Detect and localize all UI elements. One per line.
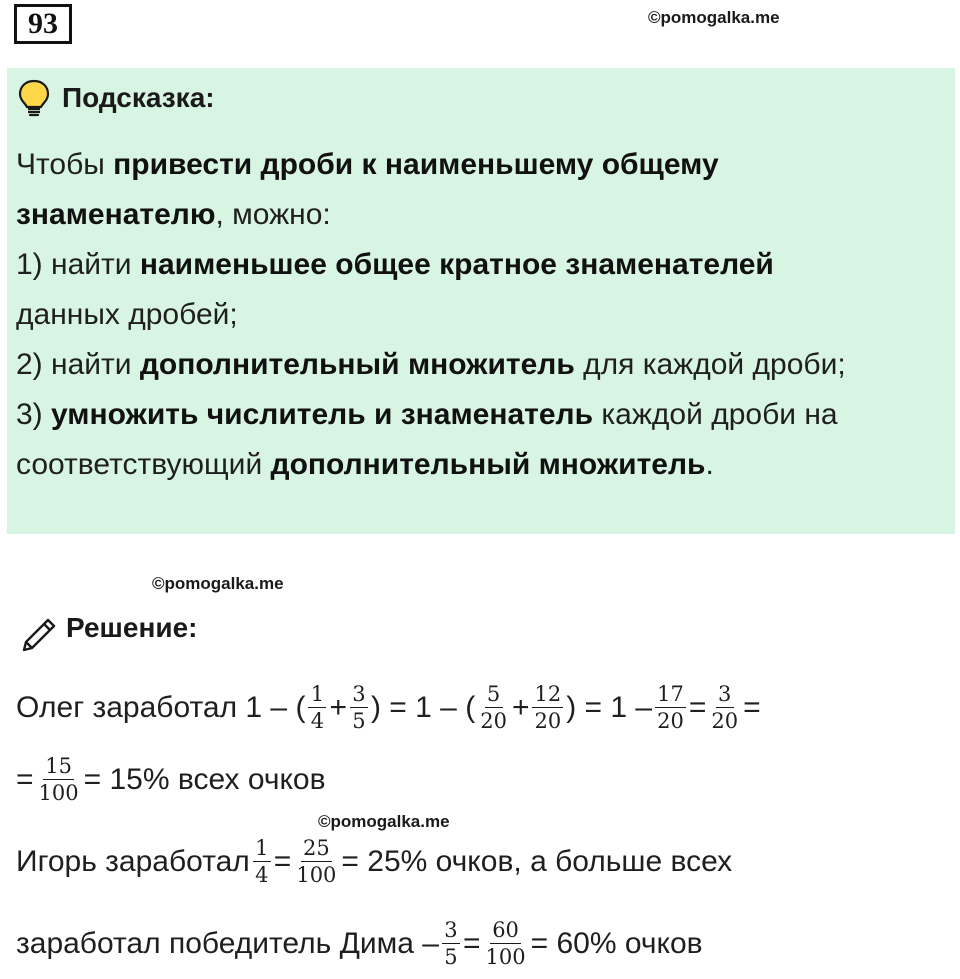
watermark: ©pomogalka.me bbox=[152, 574, 284, 593]
fraction bbox=[308, 682, 326, 733]
denominator: 100 bbox=[38, 781, 79, 805]
hint-bold-span: знаменателю bbox=[16, 198, 216, 231]
hint-text-span: соответствующий bbox=[16, 448, 271, 481]
numerator: 3 bbox=[442, 918, 460, 944]
numerator: 1 bbox=[253, 836, 271, 862]
hint-text-span: каждой дроби на bbox=[593, 398, 838, 431]
text: ) = 1 – ( bbox=[370, 690, 476, 724]
denominator: 4 bbox=[255, 863, 269, 887]
text: Игорь заработал bbox=[16, 844, 250, 878]
hint-bold-span: дополнительный множитель bbox=[270, 448, 706, 481]
fraction bbox=[294, 836, 338, 887]
hint-text-span: 3) bbox=[16, 398, 52, 431]
hint-text-span: 1) найти bbox=[16, 248, 140, 281]
text: = 25% очков, а больше всех bbox=[341, 844, 733, 878]
operator: + bbox=[511, 690, 530, 724]
numerator: 15 bbox=[45, 754, 72, 778]
fraction bbox=[442, 918, 460, 969]
denominator: 20 bbox=[711, 709, 739, 733]
solution-line-1 bbox=[16, 682, 761, 733]
fraction bbox=[253, 836, 271, 887]
operator: = bbox=[743, 690, 761, 724]
task-number: 93 bbox=[14, 4, 72, 44]
fraction bbox=[532, 682, 563, 733]
hint-bold-span: дополнительный множитель bbox=[139, 348, 575, 381]
solution-line-2 bbox=[16, 754, 326, 805]
numerator: 12 bbox=[534, 682, 562, 706]
fraction bbox=[350, 682, 368, 733]
numerator: 5 bbox=[485, 682, 503, 708]
operator: = bbox=[16, 762, 34, 796]
lightbulb-icon bbox=[16, 78, 52, 118]
operator: = bbox=[462, 926, 481, 960]
hint-title: Подсказка: bbox=[62, 82, 215, 113]
numerator: 60 bbox=[492, 918, 519, 942]
denominator: 4 bbox=[310, 709, 325, 733]
solution-line-3 bbox=[16, 836, 732, 887]
denominator: 20 bbox=[480, 709, 507, 733]
hint-text-span: Чтобы bbox=[16, 148, 114, 181]
numerator: 3 bbox=[716, 682, 734, 708]
denominator: 100 bbox=[485, 945, 526, 969]
hint-bold-span: наименьшее общее кратное знаменателей bbox=[139, 248, 774, 281]
solution-title: Решение: bbox=[66, 612, 198, 643]
hint-text-span: данных дробей; bbox=[16, 298, 238, 331]
pencil-icon bbox=[18, 612, 60, 654]
fraction bbox=[655, 682, 686, 733]
text: = 15% всех очков bbox=[83, 762, 326, 796]
hint-bold-span: привести дроби к наименьшему общему bbox=[113, 148, 719, 181]
text: = 60% очков bbox=[530, 926, 703, 960]
numerator: 3 bbox=[350, 682, 368, 708]
operator: = bbox=[688, 690, 707, 724]
hint-bold-span: умножить числитель и знаменатель bbox=[51, 398, 594, 431]
denominator: 20 bbox=[534, 709, 562, 733]
numerator: 17 bbox=[657, 682, 684, 706]
text: ) = 1 – bbox=[566, 690, 653, 724]
fraction bbox=[709, 682, 740, 733]
fraction bbox=[484, 918, 528, 969]
numerator: 1 bbox=[308, 682, 326, 708]
watermark: ©pomogalka.me bbox=[648, 8, 780, 27]
solution-line-4 bbox=[16, 918, 703, 969]
operator: = bbox=[273, 844, 292, 878]
denominator: 20 bbox=[657, 709, 684, 733]
hint-text bbox=[16, 140, 946, 490]
operator: + bbox=[329, 690, 347, 724]
watermark: ©pomogalka.me bbox=[318, 812, 450, 831]
hint-text-span: для каждой дроби; bbox=[574, 348, 846, 381]
text: заработал победитель Дима – bbox=[16, 926, 439, 960]
denominator: 5 bbox=[444, 945, 458, 969]
denominator: 5 bbox=[352, 709, 366, 733]
numerator: 25 bbox=[303, 836, 330, 860]
hint-text-span: . bbox=[705, 448, 714, 481]
text: Олег заработал 1 – ( bbox=[16, 690, 306, 724]
hint-text-span: 2) найти bbox=[16, 348, 140, 381]
hint-text-span: , можно: bbox=[215, 198, 331, 231]
denominator: 100 bbox=[296, 863, 337, 887]
fraction bbox=[37, 754, 81, 805]
fraction bbox=[478, 682, 509, 733]
